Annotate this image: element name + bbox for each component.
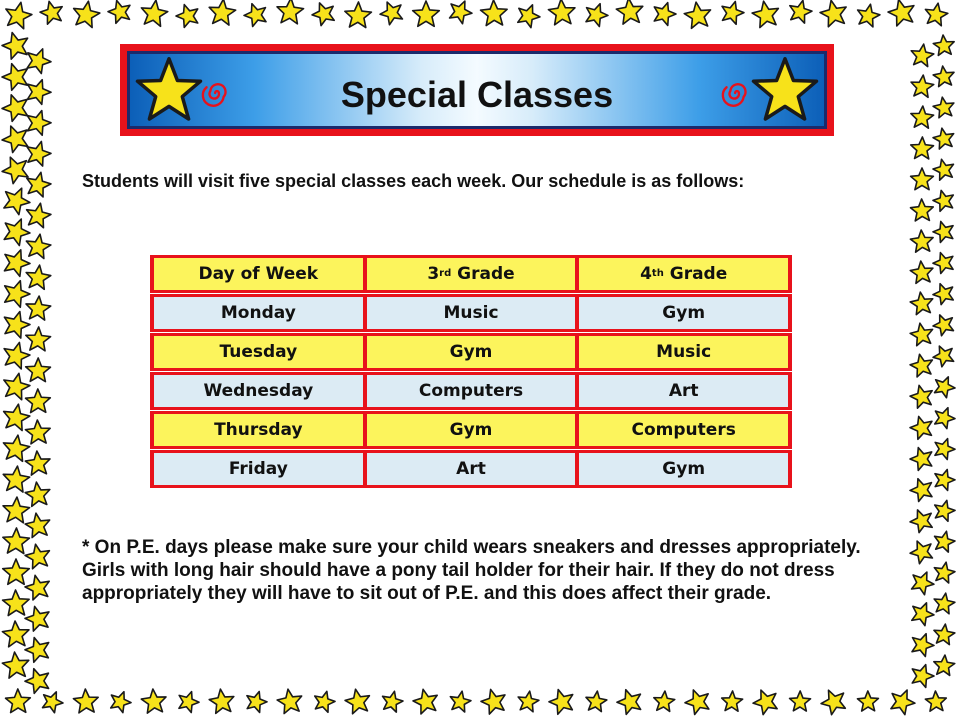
star-icon: [932, 498, 957, 523]
star-icon: [910, 74, 935, 98]
star-icon: [413, 1, 440, 26]
grade3-cell: Computers: [365, 372, 578, 410]
star-icon: [931, 218, 957, 243]
star-icon: [908, 599, 937, 628]
star-icon: [933, 34, 956, 56]
star-icon: [276, 687, 304, 714]
star-icon: [910, 229, 934, 252]
star-icon: [0, 60, 32, 92]
star-icon: [243, 688, 269, 713]
star-icon: [931, 466, 957, 491]
star-icon: [23, 542, 52, 570]
page-title: Special Classes: [340, 74, 614, 115]
star-icon: [931, 188, 956, 213]
star-icon: [25, 295, 52, 321]
star-icon: [925, 690, 947, 711]
table-row: [150, 294, 792, 332]
grade3-cell: Gym: [365, 333, 578, 371]
header-4th-grade: 4 th Grade: [577, 255, 792, 293]
star-icon: [411, 687, 440, 715]
star-icon: [907, 536, 937, 565]
star-icon: [2, 496, 30, 523]
star-icon: [546, 686, 577, 716]
star-icon: [241, 0, 270, 28]
star-icon: [908, 567, 938, 596]
star-icon: [857, 691, 878, 711]
schedule-table: [150, 255, 792, 489]
star-icon: [3, 559, 30, 584]
star-icon: [0, 339, 32, 370]
star-icon: [932, 623, 955, 645]
star-icon: [3, 0, 34, 30]
star-icon: [653, 690, 676, 712]
star-icon: [750, 0, 781, 28]
star-icon: [73, 688, 99, 713]
star-icon: [25, 358, 50, 382]
star-icon: [908, 413, 936, 440]
star-icon: [909, 43, 935, 68]
header-day-of-week: Day of Week: [150, 255, 365, 293]
star-icon: [208, 0, 237, 26]
pe-note: * On P.E. days please make sure your child wears sneakers and dresses appropriately. Girls with long hair should have a pony tail holder for their hair. If they do not dress appropriately they will have to sit out of P.E. and this does affect their grade.: [82, 537, 861, 604]
star-icon: [582, 0, 611, 28]
star-icon: [448, 689, 472, 713]
star-icon: [886, 0, 918, 27]
star-icon: [650, 0, 678, 27]
star-icon: [787, 0, 814, 24]
star-icon: [817, 685, 849, 717]
star-icon: [931, 404, 958, 430]
star-icon: [908, 352, 935, 378]
star-icon: [682, 685, 714, 716]
star-icon: [23, 603, 53, 632]
star-icon: [818, 0, 849, 28]
star-icon: [173, 1, 201, 29]
table-row: [150, 411, 792, 449]
star-icon: [23, 44, 55, 75]
star-icon: [932, 591, 956, 614]
star-icon: [718, 0, 746, 25]
star-icon: [930, 311, 957, 338]
star-icon: [23, 107, 54, 137]
star-icon: [908, 383, 935, 410]
star-icon: [1, 402, 32, 432]
star-icon: [750, 56, 820, 126]
star-icon: [683, 0, 713, 29]
star-icon: [908, 661, 936, 689]
star-icon: [1, 651, 30, 679]
star-icon: [309, 0, 338, 27]
star-icon: [911, 168, 934, 190]
grade3-cell: Art: [365, 450, 578, 488]
star-icon: [789, 691, 810, 711]
star-icon: [2, 590, 29, 616]
grade4-cell: Computers: [577, 411, 792, 449]
star-icon: [910, 137, 934, 159]
star-icon: [721, 690, 743, 711]
grade3-cell: Gym: [365, 411, 578, 449]
star-icon: [38, 0, 65, 25]
star-icon: [2, 620, 30, 647]
star-icon: [208, 688, 235, 714]
star-icon: [514, 1, 543, 30]
star-icon: [175, 688, 201, 714]
star-icon: [909, 321, 935, 346]
star-icon: [377, 0, 407, 26]
star-icon: [930, 249, 956, 275]
star-icon: [25, 419, 51, 444]
star-icon: [923, 1, 949, 26]
star-icon: [931, 157, 956, 181]
title-banner-inner: [127, 51, 827, 129]
star-icon: [106, 0, 134, 24]
table-row: [150, 450, 792, 488]
day-cell: Monday: [150, 294, 365, 332]
day-cell: Thursday: [150, 411, 365, 449]
star-icon: [932, 65, 955, 87]
star-icon: [25, 389, 50, 413]
star-icon: [907, 475, 936, 503]
star-icon: [615, 0, 644, 25]
star-icon: [932, 529, 957, 553]
star-icon: [23, 76, 54, 106]
intro-text: Students will visit five special classes each week. Our schedule is as follows:: [82, 171, 745, 191]
star-icon: [343, 687, 372, 715]
star-icon: [2, 528, 29, 554]
star-icon: [344, 2, 371, 28]
star-icon: [886, 685, 918, 716]
star-icon: [24, 170, 53, 198]
star-icon: [910, 105, 934, 128]
star-icon: [24, 232, 52, 259]
star-icon: [0, 121, 33, 154]
star-icon: [25, 326, 51, 351]
star-icon: [908, 630, 937, 658]
star-icon: [907, 444, 935, 472]
star-icon: [139, 0, 169, 27]
star-icon: [907, 506, 936, 535]
star-icon: [107, 688, 134, 714]
star-icon: [0, 29, 32, 61]
day-cell: Friday: [150, 450, 365, 488]
star-icon: [750, 685, 782, 716]
star-icon: [930, 342, 957, 369]
star-icon: [446, 0, 476, 25]
star-icon: [0, 90, 32, 123]
star-icon: [931, 373, 958, 400]
star-icon: [932, 126, 956, 150]
star-icon: [141, 688, 168, 714]
grade4-cell: Gym: [577, 294, 792, 332]
star-icon: [5, 689, 30, 713]
table-header-row: [150, 255, 792, 293]
star-icon: [24, 511, 52, 538]
table-row: [150, 333, 792, 371]
star-icon: [380, 689, 405, 713]
grade4-cell: Art: [577, 372, 792, 410]
star-icon: [932, 95, 956, 118]
star-icon: [22, 634, 53, 664]
star-icon: [39, 688, 66, 715]
day-cell: Tuesday: [150, 333, 365, 371]
grade4-cell: Music: [577, 333, 792, 371]
star-icon: [909, 291, 935, 316]
star-icon: [930, 280, 957, 306]
star-icon: [516, 689, 540, 712]
star-icon: [855, 2, 882, 28]
star-icon: [479, 686, 509, 715]
star-icon: [2, 465, 31, 493]
star-icon: [614, 686, 645, 716]
table-row: [150, 372, 792, 410]
star-icon: [24, 481, 51, 507]
star-icon: [276, 0, 304, 24]
star-icon: [24, 264, 51, 290]
star-icon: [1, 433, 31, 462]
star-icon: [909, 260, 934, 284]
title-banner: [120, 44, 834, 136]
star-icon: [932, 560, 956, 584]
star-icon: [24, 201, 53, 229]
star-icon: [933, 654, 956, 676]
grade3-cell: Music: [365, 294, 578, 332]
day-cell: Wednesday: [150, 372, 365, 410]
star-icon: [25, 450, 52, 476]
star-icon: [584, 690, 607, 712]
star-icon: [548, 0, 576, 25]
star-icon: [23, 573, 52, 601]
star-icon: [480, 0, 507, 26]
star-icon: [22, 665, 53, 695]
star-icon: [931, 435, 957, 461]
star-icon: [1, 371, 32, 401]
header-3rd-grade: 3 rd Grade: [365, 255, 578, 293]
star-icon: [312, 689, 337, 714]
star-icon: [23, 138, 53, 167]
star-icon: [71, 0, 102, 28]
grade4-cell: Gym: [577, 450, 792, 488]
star-icon: [910, 199, 934, 221]
